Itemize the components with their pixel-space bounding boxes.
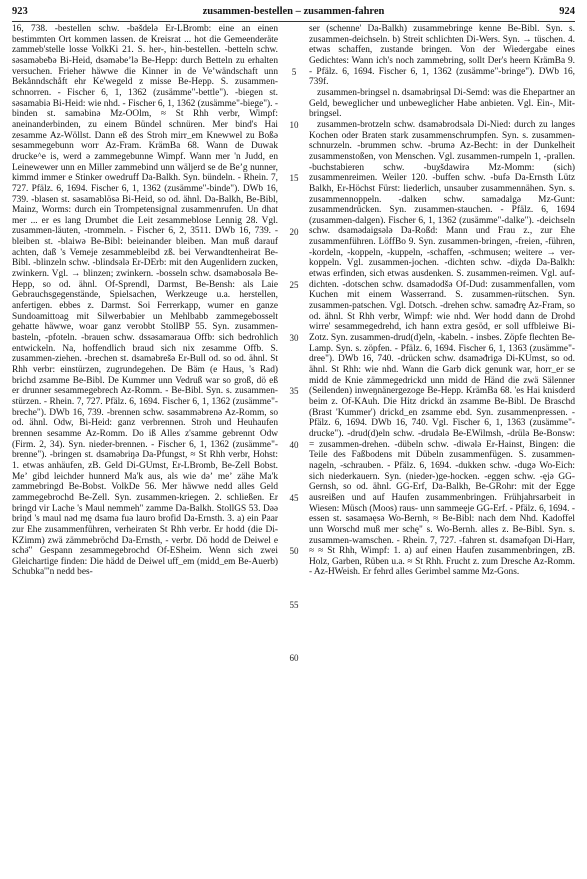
line-number: 55 [289, 599, 299, 610]
header-rule [12, 21, 575, 22]
page-number-right: 924 [559, 6, 575, 17]
right-column-paragraph: ser (schenne' Da-Balkh) zusammebringe kenne Be-Bibl. Syn. s. zusammen-deichseln. b) Streit schlichten Di-Wers. Syn. → tüschen. 4. etwas schaffen, zustande bringen. Von der Wiedergabe eines Gedichtes: Wann ich's noch zammebring, sollt Der's heern KrämBa 9. - Pfälz. 6, 1694. Fischer 6, 1, 1362 (zusämme"-bringe"). DWb 16, 739f. [309, 24, 575, 88]
left-column [12, 24, 278, 872]
right-column [309, 24, 575, 872]
line-number: 60 [289, 652, 299, 663]
line-number: 30 [289, 333, 299, 344]
right-column-paragraph: zusammen-bringsel n. dsaməbriŋsəl Di-Semd: was die Ehepartner an Geld, beweglicher und unbeweglicher Habe anbieten. Vgl. Ein-, Mit-bringsel. [309, 87, 575, 120]
line-number-margin [283, 24, 305, 872]
line-number: 50 [289, 546, 299, 557]
line-number: 35 [289, 386, 299, 397]
right-column-paragraph: zusammen-brotzeln schw. dsaməbrodsələ Di-Nied: durch zu langes Kochen oder Braten stark zusammenschrumpfen. Syn. s. zusammen-schnurzeln. -brummen schw. -brumə Az-Becht: in der Dunkelheit zusammenstoßen, von Menschen. Vgl. zusammen-rumpeln 1, -prallen. -buchstabieren schw. -buχšdawirə Mz-Momm: (sich) zusammenreimen. Weiler 120. -buffen schw. -bufə Da-Ernsth Lütz Balkh, Er-Höchst Fürst: liederlich, unsauber zusammennähen. Syn. s. zusammennoppeln. -dalken schw. samədalgə Mz-Gunt: zusammendrücken. Syn. zusammen-stauchen. - Pfälz. 6, 1694 (zusammen-dalgen). Fischer 6, 1, 1362 (zusämme"-dalke"). -deichseln schw. dsamədaigsələ Da-Roßd: Mann und Frau z., zur Ehe zusammenführen. LöffBo 9. Syn. zusammen-bringen, -freien, -führen, -kordeln, -koppeln, -kuppeln, -schaffen, -schmusen; weitere → ver-koppeln. Vgl. zusammen-jochen. -dichten schw. -diχdə Da-Balkh: etwas erfinden, sich etwas ausdenken. S. zusammen-reimen. Vgl. auf-dichten. -dotschen schw. dsamədodšə Of-Dud: zusammenfallen, vom Kuchen mit einem Wasserrand. S. zusammen-rütschen. Syn. zusammen-patschen. Vgl. Dotsch. -drehen schw. saməđrę Az-Fram, so od. ähnl. St Rhh verbr, Wimpf: wie nhd. Wer hodd dann de Drohd wirre' sesammegedrehd, ich hann extra gesöd, er soll uffbleiwe Bi-Zotz. Syn. zusammen-drud(d)eln, -kabeln. - insbes. Zöpfe flechten Be-Lamp. Syn. s. zöpfen. - Pfälz. 6, 1694. Fischer 6, 1, 1363 (zusämme"-dree"). DWb 16, 740. -drücken schw. dsaməđrigə Di-KUmst, so od. ähnl. St Rhh: wie nhd. Wann die Garb dick genunk war, horr_er se midd de Knie zämmegedrickd unn midd de Händ die zwä Sälenner (Seilenden) inweŋnänergezoge Be-Hepp. KrämBa 68. 'es Hai knisderd beim z. Of-KAuh. Die Hitz drickd än zsamme Be-Bibl. De Braschd (Brast 'Kummer') drickd_en zsamme ebd. Syn. zusammenpressen. - Pfälz. 6, 1694. DWb 16, 740. Vgl. Fischer 6, 1, 1363 (zusämme"-drucke"). -drud(d)eln schw. -drudələ Be-EWilmsh, -drülə Be-Bonsw: = zusammen-drehen. -dübeln schw. -diwələ Er-Hainst, Bingen: die Teile des Faßbodens mit Dübeln zusammenfügen. S. zusammen-nageln, -schrauben. - Pfälz. 6, 1694. -dukken schw. -dugə Wo-Eich: sich niederkauern. Syn. (nieder-)ge-hocken. -eggen schw. -ęjə GG-Gernsh, so od. ähnl. GG-Erf, Da-Balkh, Be-GRohr: mit der Egge ausreißen und auf Haufen zusammenbringen. Frühjahrsarbeit in Wiesen: Müsch (Moos) raus- unn sammeęje GG-Erf. - Pfälz. 6, 1694. -essen st. səsaməęsə Wo-Bernh, ≈ Be-Bibl: nach dem Nhd. Kadoffel unn Worschd muß mer schę" s. Wo-Bernh. alles z. Be-Bibl. Syn. s. zusammen-wamschen. - Rhein. 7, 727. -fahren st. dsaməfǫən Di-Harr, ≈ ≈ St Rhh, Wimpf: 1. a) auf einen Haufen zusammenbringen, zB. Holz, Garben, Rüben u.a. ≈ St Rhh. Frucht z. zum Dresche Az-Romm. - Az-HWeish. Er fehrd alles Gerimbel samme Mz-Gons. [309, 119, 575, 578]
line-number: 5 [291, 66, 297, 77]
line-number: 40 [289, 439, 299, 450]
page-number-left: 923 [12, 6, 28, 17]
line-number: 45 [289, 493, 299, 504]
running-title: zusammen-bestellen – zusammen-fahren [202, 6, 385, 17]
left-column-text: 16, 738. -bestellen schw. -bəšdelə Er-LBromb: eine an einen bestimmten Ort kommen lassen. de Kreisrat ... hot die Gemeenderäte zammeb'stelle losse VolkKi 21. S. her-, hin-bestellen. -betteln schw. səsaməbeƀə Bi-Heid, dsəməbeʼlə Be-Hepp: durch Betteln zu erhalten versuchen. Frieher häwwe die Kinner in de Veʼwändschaft unn Bekånndschåft ehr Ke'wegeld z misse Be-Hepp. S. zusammen-schnorren. - Fischer 6, 1, 1362 (zusämme"-bettle"). -biegen st. səsamabiə Bi-Heid: wie nhd. - Fischer 6, 1, 1362 (zusämme"-biege"). -binden st. saməbinə Mz-OOlm, ≈ St Rhh verbr, Wimpf: aneinanderbinden, zu einem Bündel schnüren. Mer bind's Hai zesamme Az-Wöllst. Dann eß des Stroh mirr_em Knewwel zu Boßə sesammegebunn worr Az-Fram. KrämBa 68. Wann de Duwak drucke^e is, werd ə zammegebunne Wimpf. Wann mer 'n Judd, en Leinewewer unn en Miller zammebind unn wäljerd se de Beʼg nunner, kimmd immer e Stinker owedruff Da-Balkh. Syn. bündeln. - Rhein. 7, 727. Pfälz. 6, 1694. Fischer 6, 1, 1362 (zusämme"-binde"). DWb 16, 739. -blasen st. səsaməblösə Bi-Heid, so od. ähnl. Da-Balkh, Be-Bibl, Mainz, Worms: durch ein Trompetensignal zusammenrufen. Un dhat mer ... er es lang Drumbet die Leit zesammeblose Lennig 28. Vgl. zusammen-läuten, -trommeln. - Fischer 6, 2, 3511. DWb 16, 739. -bleiben st. -blaiwə Be-Bibl: beieinander bleiben. Man muß darauf achten, daß 's Vemeje zesammebleibd zß. bei Verwandtenheirat Be-Bibl. -blinzeln schw. -blindsələ Er-DErb: mit den Augenlidern zucken, zwinkern. Vgl. → blinzen; zwinkern. -bosseln schw. dsəməbosələ Be-Hepp, so od. ähnl. Of-Sprendl, Darmst, Be-Bensh: als Laie Gebrauchsgegenstände, Spielsachen, Werkzeuge u.a. herstellen, anfertigen. ebbes z. Darmst. Soi Ferrerkapp, wumer en ganze Sundoamittoag mit Silwerbabier un Mehlbabb zammegebosselt gehatte häwwe, woar ganz verobbt StollBP 55. Syn. zusammen-basteln, -pfoteln. -brauen schw. dssəsamərauə Offb: sich bedrohlich entwickeln. Na, hoffendlich braud sich nix zesamme Offb. S. zusammen-ziehen. -brechen st. dsaməbrešə Er-Bull od. so od. ähnl. St Rhh verbr: einstürzen, zugrundegehen. De Bäm (e Haus, 's Rad) brichd zsamme Be-Bibl. De Kummer unn Vedruß war so groß, dö eß er drunner sesammegebrech Az-Romm. - Be-Bibl. Syn. s. zusammen-stürzen. - Rhein. 7, 727. Pfälz. 6, 1694. Fischer 6, 1, 1362 (zusämme"-breche"). DWb 16, 739. -brennen schw. səsamməbrenə Az-Romm, so od. ähnl. Odw, Bi-Heid: ganz verbrennen. Stroh und Heuhaufen brennen sesamme Az-Romm. Do iß Alles z'samme gebrennt Odw (Firm. 2, 34). Syn. nieder-brennen. - Fischer 6, 1, 1362 (zusämme"-brenne"). -bringen st. dsaməbriŋə Da-Pfungst, ≈ St Rhh verbr, Hohst: 1. etwas anhäufen, zB. Geld Di-GUmst, Er-LBromb, Be-Zell Bobst. Meʼ gibd leichder hunnerd Ma'k aus, als wie dəʼ meʼ zähe Ma'k zammebringd Be-Bobst. VolkDe 56. Mer häwwe nedd alles Geld zammegebrochd Be-Zell. Syn. zusammen-kriegen. 2. schließen. Er bringd vir Lache 's Maul nemmeh" zamme Da-Balkh. StollGS 53. Dəə briŋd 's maul nəd mę dsamə fuə lauro brofid Da-Ernsth. 3. a) ein Paar zur Ehe zusammenführen, verheiraten St Rhh verbr. Er hodd (die Di-KZimm) zwä zämmebröchd Da-Ernsth, - verbr. Dö hodd de Deiwel e schə̈" Gespann zesammegebrochd Of-ESheim. Wenn sich zwei Gleichartige finden: Die hädd de Deiwel uff_em (midd_em Be-Auerb) Schubka'"n nedd bes- [12, 24, 278, 578]
line-number: 15 [289, 173, 299, 184]
line-number: 25 [289, 279, 299, 290]
line-number: 10 [289, 119, 299, 130]
page-header [12, 6, 575, 20]
line-number: 20 [289, 226, 299, 237]
